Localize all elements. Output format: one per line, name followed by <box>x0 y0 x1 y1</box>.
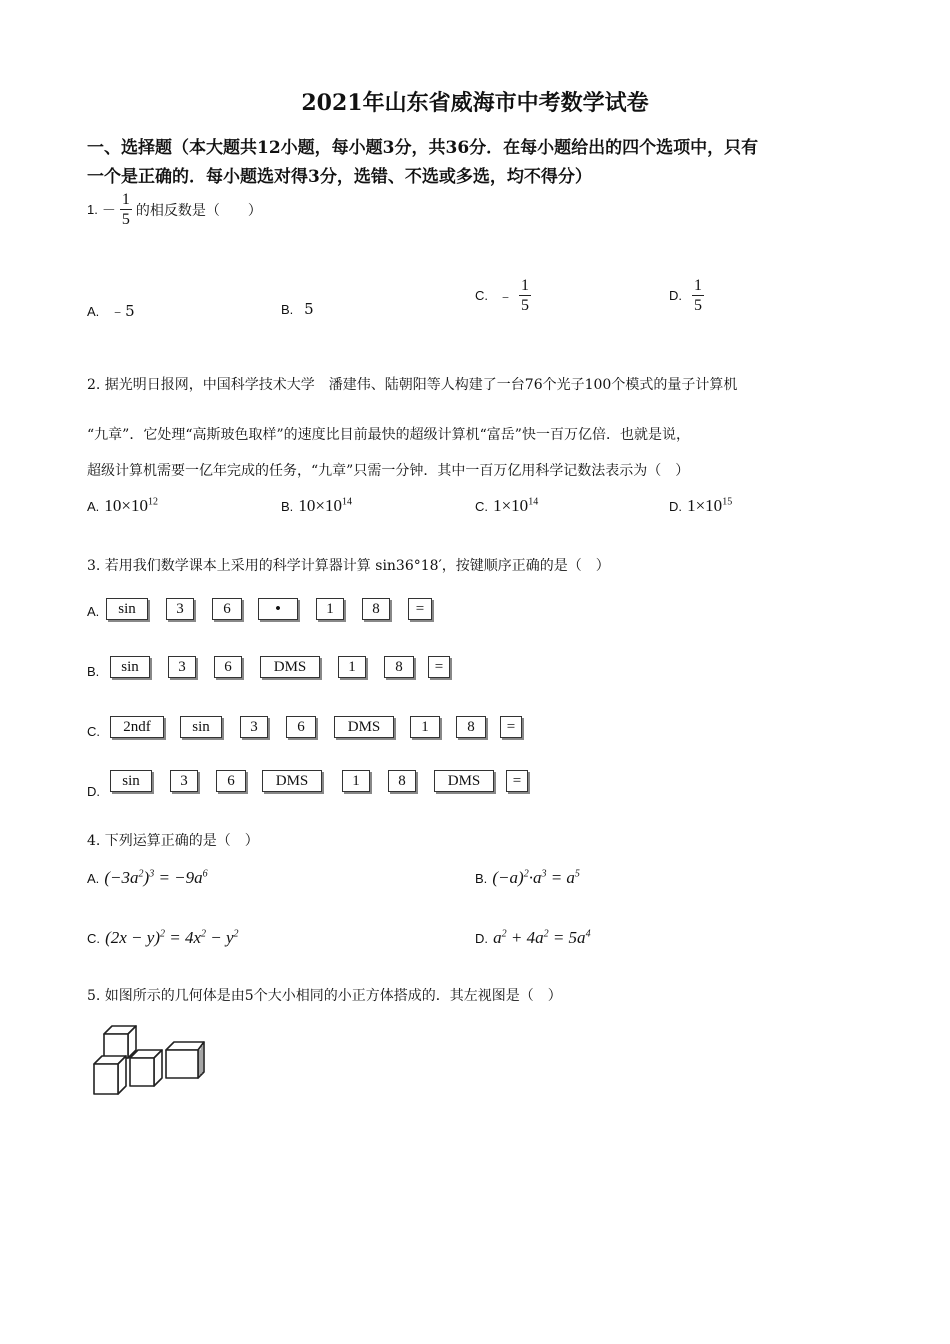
q2-line2: “九章”．它处理“高斯玻色取样”的速度比目前最快的超级计算机“富岳”快一百万亿倍．也就是说， <box>87 427 690 443</box>
key-8: 8 <box>456 716 486 738</box>
key-8: 8 <box>384 656 414 678</box>
cube-bottom-left <box>94 1056 126 1094</box>
cube-top <box>104 1026 136 1058</box>
q1-fraction <box>120 190 132 229</box>
key-6: 6 <box>214 656 242 678</box>
q3-option-b-label[interactable]: B. <box>87 664 100 679</box>
key-1: 1 <box>342 770 370 792</box>
q4-option-b[interactable]: B. $(-a)^2\cdot a^3 = a^5$ <box>475 868 580 887</box>
cube-figure <box>90 1020 210 1100</box>
section-heading-line1: 一、选择题（本大题共12小题，每小题3分，共36分．在每小题给出的四个选项中，只有 <box>87 138 759 158</box>
key-dms: DMS <box>434 770 494 792</box>
key-1: 1 <box>316 598 344 620</box>
q1-text: 的相反数是（ ） <box>135 202 262 219</box>
cube-bottom-middle <box>130 1050 162 1086</box>
key-3: 3 <box>168 656 196 678</box>
q3-option-c-label[interactable]: C. <box>87 724 100 739</box>
key-2ndf: 2ndf <box>110 716 164 738</box>
q3-option-d-label[interactable]: D. <box>87 784 100 799</box>
q1-option-c-fraction: $\frac{1}{5}$ <box>521 277 530 314</box>
key-sin: sin <box>110 656 150 678</box>
q4-option-d[interactable]: D. $a^2 + 4a^2 = 5a^4$ <box>475 928 591 947</box>
q5-text: 5. 如图所示的几何体是由5个大小相同的小正方体搭成的．其左视图是（ ） <box>87 988 562 1004</box>
key-sin: sin <box>106 598 148 620</box>
key-equals: = <box>500 716 522 738</box>
q1-fraction-numerator: 1 <box>121 191 130 208</box>
q2-option-a[interactable]: A. $10\times 10^{12}$ <box>87 496 158 515</box>
key-dms: DMS <box>334 716 394 738</box>
key-equals: = <box>428 656 450 678</box>
q1-option-d-fraction: $\frac{1}{5}$ <box>694 277 702 314</box>
q4-option-c[interactable]: C. $(2x - y)^2 = 4x^2 - y^2$ <box>87 928 239 947</box>
q1-option-d[interactable]: D. $\frac{1}{5}$ <box>669 277 702 314</box>
key-sin: sin <box>180 716 222 738</box>
key-6: 6 <box>212 598 242 620</box>
key-8: 8 <box>388 770 416 792</box>
q2-option-b[interactable]: B. $10\times 10^{14}$ <box>281 496 352 515</box>
question-1 <box>87 190 262 229</box>
q1-fraction-denominator: 5 <box>121 211 130 228</box>
q1-option-b[interactable]: B. 5 <box>281 300 314 318</box>
q3-option-a-label[interactable]: A. <box>87 604 100 619</box>
key-3: 3 <box>166 598 194 620</box>
key-dms: DMS <box>260 656 320 678</box>
q2-line1: 2. 据光明日报网，中国科学技术大学 潘建伟、陆朝阳等人构建了一台76个光子100个模式的量子计算机 <box>87 377 738 393</box>
key-1: 1 <box>410 716 440 738</box>
key-equals: = <box>506 770 528 792</box>
key-8: 8 <box>362 598 390 620</box>
key-3: 3 <box>170 770 198 792</box>
q2-line3: 超级计算机需要一亿年完成的任务，“九章”只需一分钟．其中一百万亿用科学记数法表示为（ ） <box>87 463 690 479</box>
q1-option-c[interactable]: C. ﹣ $\frac{1}{5}$ <box>475 277 530 314</box>
q3-text: 3. 若用我们数学课本上采用的科学计算器计算 sin36°18′，按键顺序正确的是（ ） <box>87 558 610 574</box>
key-6: 6 <box>286 716 316 738</box>
key-dot: • <box>258 598 298 620</box>
key-equals: = <box>408 598 432 620</box>
q2-option-c[interactable]: C. $1\times 10^{14}$ <box>475 496 539 515</box>
q4-text: 4. 下列运算正确的是（ ） <box>87 833 259 849</box>
key-6: 6 <box>216 770 246 792</box>
q1-option-a[interactable]: A. ﹣5 <box>87 302 135 320</box>
key-1: 1 <box>338 656 366 678</box>
key-sin: sin <box>110 770 152 792</box>
key-3: 3 <box>240 716 268 738</box>
key-dms: DMS <box>262 770 322 792</box>
q1-sign: － <box>101 202 116 219</box>
section-heading-line2: 一个是正确的．每小题选对得3分，选错、不选或多选，均不得分） <box>87 167 592 187</box>
q4-option-a[interactable]: A. $(-3a^2)^3 = -9a^6$ <box>87 868 208 887</box>
q2-option-d[interactable]: D. $1\times 10^{15}$ <box>669 496 733 515</box>
q1-number: 1. <box>87 202 98 217</box>
cube-right <box>166 1042 204 1078</box>
page-title: 2021年山东省威海市中考数学试卷 <box>301 90 649 116</box>
